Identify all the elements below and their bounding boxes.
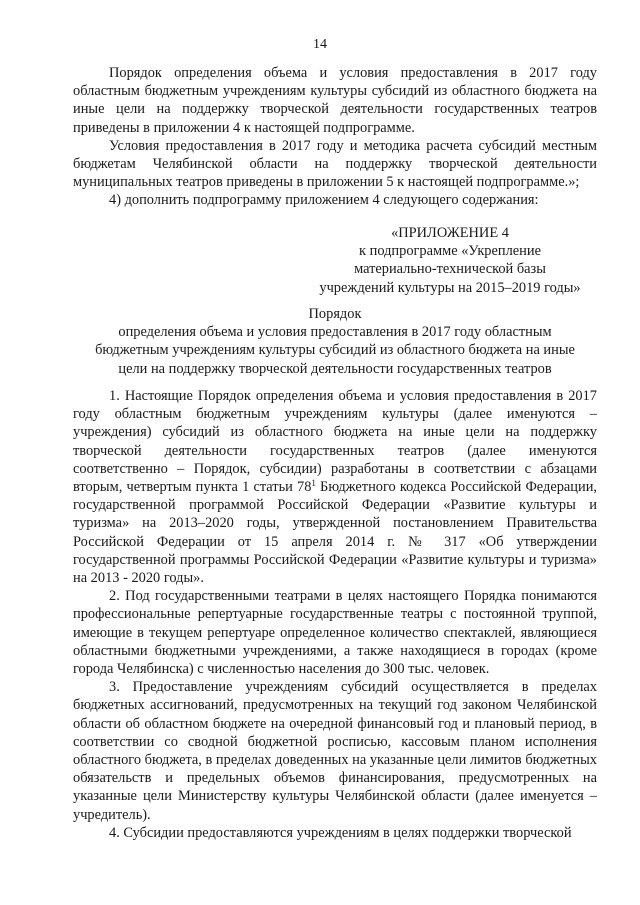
section-1-text-a: 1. Настоящие Порядок определения объема и условия предоставления в 2017 году областным бюджетным учреждениям культуры (далее именуются – учреждения) субсидий из областного бюджета на иные цели на поддержку творческой деятельности государственных театров (далее именуются соответственно – Порядок, субсидии) разработаны в соответствии с абзацами вторым, четвертым пункта 1 статьи 78 (73, 388, 597, 496)
title-line-3: цели на поддержку творческой деятельности государственных театров (118, 360, 552, 377)
intro-paragraph-3: 4) дополнить подпрограмму приложением 4 следующего содержания: (109, 192, 539, 209)
title-line-1: определения объема и условия предоставления в 2017 году областным (118, 324, 552, 341)
appendix-header (300, 224, 600, 297)
intro-paragraph-1: Порядок определения объема и условия предоставления в 2017 году областным бюджетным учреждениям культуры субсидий из областного бюджета на иные цели на поддержку творческой деятельности государственных театров приведены в приложении 4 к настоящей подпрограмме. (73, 65, 597, 136)
section-3: 3. Предоставление учреждениям субсидий осуществляется в пределах бюджетных ассигнований, предусмотренных на текущий год законом Челябинской области об областном бюджете на очередной финансовый год и плановый период, в соответствии со сводной бюджетной росписью, кассовым планом исполнения областного бюджета, в пределах доведенных на указанные цели лимитов бюджетных обязательств и предельных объемов финансирования, предусмотренных на указанные цели Министерству культуры Челябинской области (далее именуется – учредитель). (73, 679, 597, 823)
title-line-2: бюджетным учреждениям культуры субсидий из областного бюджета на иные (95, 342, 575, 359)
intro-paragraph-2: Условия предоставления в 2017 году и методика расчета субсидий местным бюджетам Челябинской области на поддержку творческой деятельности муниципальных театров приведены в приложении 5 к настоящей подпрограмме.»; (73, 137, 597, 191)
appendix-years-line: учреждений культуры на 2015–2019 годы» (319, 279, 581, 296)
section-1-superscript: 1 (311, 478, 316, 489)
section-1 (73, 387, 597, 587)
title-heading: Порядок (308, 306, 362, 322)
section-1-text-b: Бюджетного кодекса Российской Федерации, государственной программой Российской Федерации «Развитие культуры и туризма» на 2013–2020 годы, утвержденной постановлением Правительства Российской Федерации от 15 апреля 2014 г. № 317 «Об утверждении государственной программы Российской Федерации «Развитие культуры и туризма» на 2013 - 2020 годы». (73, 479, 598, 587)
sections-block (73, 387, 597, 842)
appendix-subprogram-line: к подпрограмме «Укрепление (359, 243, 541, 260)
intro-block (73, 64, 597, 210)
appendix-base-line: материально-технической базы (354, 261, 546, 278)
section-4: 4. Субсидии предоставляются учреждениям в целях поддержки творческой (109, 824, 572, 841)
appendix-label: «ПРИЛОЖЕНИЕ 4 (391, 225, 509, 241)
section-2: 2. Под государственными театрами в целях настоящего Порядка понимаются профессиональные репертуарные государственные театры с постоянной труппой, имеющие в текущем репертуаре определенное количество спектаклей, являющиеся областными бюджетными учреждениями, а также находящиеся в городах (кроме города Челябинска) с численностью населения до 300 тыс. человек. (73, 588, 597, 678)
page-number: 14 (313, 37, 327, 52)
document-title (73, 305, 597, 378)
